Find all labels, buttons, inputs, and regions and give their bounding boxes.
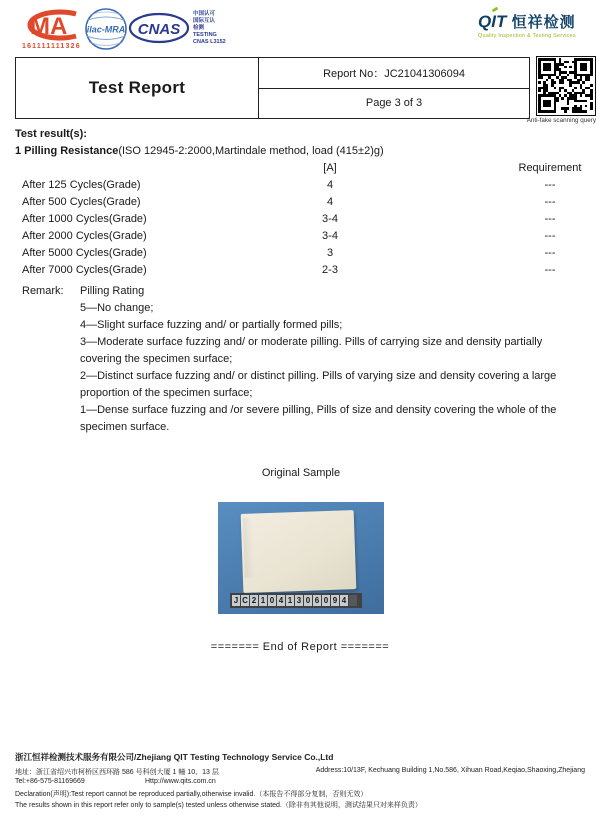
footer-address-cn: 地址：浙江省绍兴市柯桥区西环路 586 号科创大厦 1 幢 10、13 层 bbox=[15, 769, 219, 776]
table-row bbox=[15, 179, 585, 196]
svg-text:MA: MA bbox=[30, 13, 68, 40]
label-tile: 4 bbox=[278, 596, 284, 605]
row-value: 4 bbox=[326, 179, 334, 191]
row-requirement: --- bbox=[544, 196, 556, 208]
row-requirement: --- bbox=[544, 264, 556, 276]
qit-chinese-name: 恒祥检测 bbox=[511, 14, 576, 31]
row-label: After 500 Cycles(Grade) bbox=[22, 196, 141, 208]
table-row bbox=[15, 196, 585, 213]
remark-line: 1—Dense surface fuzzing and /or severe pilling, Pills of size and density covering the whole of the specimen surface. bbox=[80, 404, 557, 433]
label-tile: 9 bbox=[332, 596, 338, 605]
cnas-accreditation-text: 中国认可 国际互认 检测 TESTING CNAS L3152 bbox=[193, 11, 226, 45]
label-tile: C bbox=[242, 596, 248, 605]
remark-label: Remark: bbox=[22, 285, 64, 297]
row-value: 2-3 bbox=[322, 264, 338, 276]
row-value: 3-4 bbox=[322, 213, 338, 225]
row-value: 3-4 bbox=[322, 230, 338, 242]
cnas-icon bbox=[128, 11, 190, 50]
footer-note: The results shown in this report refer only to sample(s) tested unless otherwise stated.（除非有其他说明，测试结果只对来样负责） bbox=[15, 802, 422, 809]
footer bbox=[15, 751, 587, 811]
footer-url: Http://www.qits.com.cn bbox=[145, 778, 216, 785]
column-header-requirement: Requirement bbox=[518, 162, 582, 174]
column-header-a: [A] bbox=[323, 162, 337, 174]
row-label: After 5000 Cycles(Grade) bbox=[22, 247, 147, 259]
section-title: Test result(s): bbox=[15, 128, 87, 140]
label-tile: 0 bbox=[269, 596, 275, 605]
qr-caption: Anti-fake scanning query bbox=[526, 117, 596, 124]
remark-body bbox=[80, 283, 585, 436]
table-row bbox=[15, 264, 585, 281]
label-tile: 6 bbox=[314, 596, 320, 605]
label-tile: J bbox=[233, 596, 239, 605]
label-tile: 1 bbox=[260, 596, 266, 605]
row-requirement: --- bbox=[544, 213, 556, 225]
report-title: Test Report bbox=[88, 78, 186, 97]
end-of-report: ======= End of Report ======= bbox=[210, 641, 390, 653]
test-item-title: 1 Pilling Resistance(ISO 12945-2:2000,Martindale method, load (415±2)g) bbox=[15, 145, 384, 157]
sample-caption: Original Sample bbox=[261, 467, 341, 479]
fabric-specimen bbox=[241, 510, 357, 593]
row-value: 3 bbox=[326, 247, 334, 259]
table-row bbox=[15, 230, 585, 247]
footer-tel: Tel:+86-575-81169669 bbox=[15, 778, 85, 785]
qit-logo bbox=[478, 11, 590, 39]
footer-address-en: Address:10/13F, Kechuang Building 1,No.586, Xihuan Road,Keqiao,Shaoxing,Zhejiang bbox=[315, 767, 585, 774]
report-number: Report No：JC21041306094 bbox=[259, 58, 529, 89]
label-tile: 4 bbox=[341, 596, 347, 605]
remark-line: 3—Moderate surface fuzzing and/ or moderate pilling. Pills of carrying size and density partially covering the specimen surface; bbox=[80, 336, 543, 365]
label-tile: 0 bbox=[305, 596, 311, 605]
row-value: 4 bbox=[326, 196, 334, 208]
results-column-headers bbox=[15, 162, 585, 179]
remark-line: 2—Distinct surface fuzzing and/ or distinct pilling. Pills of varying size and density covering a large proportion of the specimen surface; bbox=[80, 370, 557, 399]
row-requirement: --- bbox=[544, 247, 556, 259]
label-tile: 0 bbox=[323, 596, 329, 605]
cnas-label: CNAS bbox=[137, 21, 181, 38]
results-table bbox=[15, 179, 585, 281]
label-tile bbox=[349, 595, 357, 606]
qit-tagline: Quality Inspection & Testing Services bbox=[478, 33, 576, 39]
label-tile: 2 bbox=[251, 596, 257, 605]
ilac-label: ilac-MRA bbox=[86, 24, 126, 35]
row-label: After 125 Cycles(Grade) bbox=[22, 179, 141, 191]
footer-declaration: Declaration(声明):Test report cannot be reproduced partially,otherwise invalid.（本报告不得部分复制，否则无效） bbox=[15, 791, 368, 798]
remark-line: 4—Slight surface fuzzing and/ or partially formed pills; bbox=[80, 319, 343, 331]
row-requirement: --- bbox=[544, 230, 556, 242]
row-requirement: --- bbox=[544, 179, 556, 191]
sample-photo bbox=[218, 502, 384, 614]
page-number: Page 3 of 3 bbox=[365, 97, 423, 110]
table-row bbox=[15, 213, 585, 230]
footer-company: 浙江恒祥检测技术服务有限公司/Zhejiang QIT Testing Technology Service Co.,Ltd bbox=[15, 752, 334, 762]
table-row bbox=[15, 247, 585, 264]
remark-line: Pilling Rating bbox=[80, 285, 145, 297]
row-label: After 7000 Cycles(Grade) bbox=[22, 264, 147, 276]
remark-block bbox=[22, 283, 585, 436]
row-label: After 2000 Cycles(Grade) bbox=[22, 230, 147, 242]
qit-wordmark: QIT bbox=[478, 12, 506, 31]
row-label: After 1000 Cycles(Grade) bbox=[22, 213, 147, 225]
label-tile: 3 bbox=[296, 596, 302, 605]
ilac-mra-icon bbox=[84, 7, 128, 56]
label-tile: 1 bbox=[287, 596, 293, 605]
sample-label-plate bbox=[230, 593, 362, 608]
qr-code bbox=[536, 56, 596, 116]
cma-c-shape bbox=[14, 7, 92, 43]
report-header-table bbox=[15, 57, 530, 119]
remark-line: 5—No change; bbox=[80, 302, 154, 314]
cma-number: 161111111326 bbox=[22, 43, 81, 50]
